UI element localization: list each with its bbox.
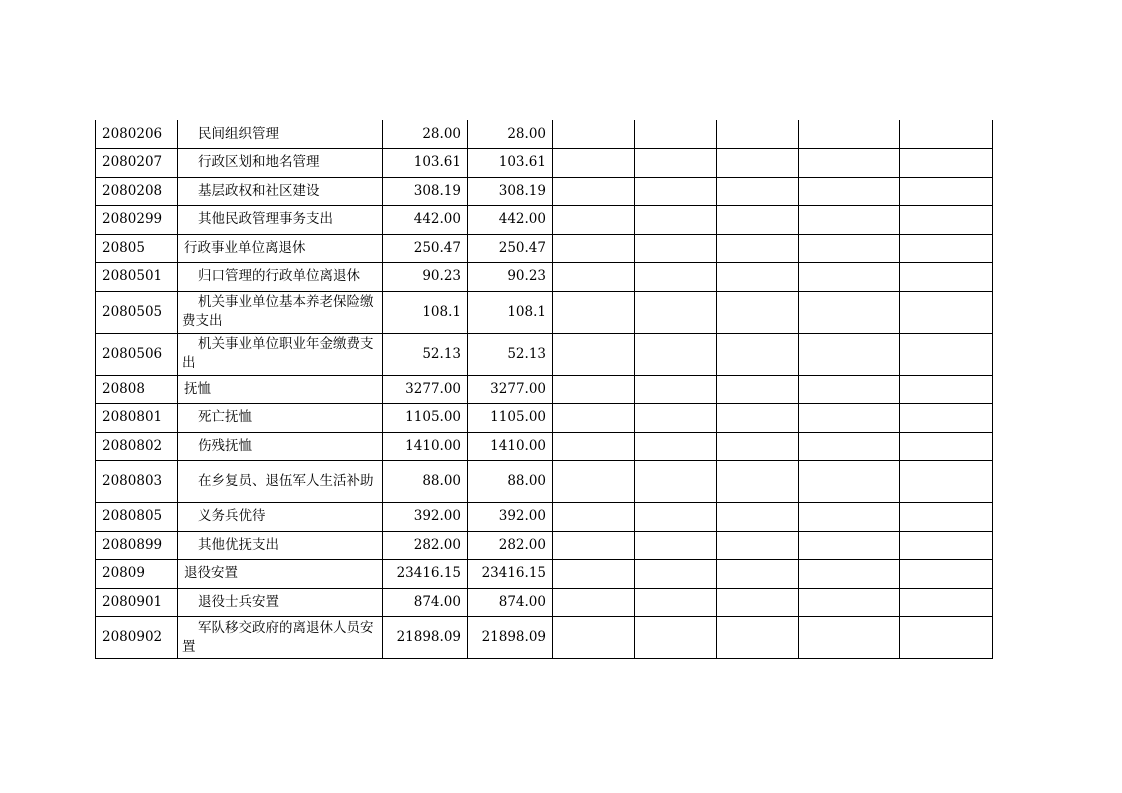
empty-cell xyxy=(900,617,993,659)
empty-cell xyxy=(717,333,799,375)
code-cell: 2080206 xyxy=(96,120,178,149)
table-row xyxy=(96,531,993,560)
name-text: 军队移交政府的离退休人员安置 xyxy=(182,619,374,655)
name-text: 在乡复员、退伍军人生活补助 xyxy=(198,473,374,489)
total-cell: 21898.09 xyxy=(383,617,468,659)
empty-cell xyxy=(900,333,993,375)
amount-cell: 23416.15 xyxy=(468,560,553,589)
empty-cell xyxy=(900,531,993,560)
empty-cell xyxy=(900,234,993,263)
name-cell xyxy=(178,291,383,333)
name-cell: 抚恤 xyxy=(178,375,383,404)
empty-cell xyxy=(900,375,993,404)
table-row xyxy=(96,333,993,375)
empty-cell xyxy=(717,588,799,617)
empty-cell xyxy=(799,206,900,235)
table-row xyxy=(96,560,993,589)
empty-cell xyxy=(635,375,717,404)
amount-cell: 21898.09 xyxy=(468,617,553,659)
total-cell: 3277.00 xyxy=(383,375,468,404)
name-cell: 行政事业单位离退休 xyxy=(178,234,383,263)
amount-cell: 3277.00 xyxy=(468,375,553,404)
name-text: 机关事业单位基本养老保险缴费支出 xyxy=(182,294,374,329)
empty-cell xyxy=(717,560,799,589)
empty-cell xyxy=(717,617,799,659)
empty-cell xyxy=(799,234,900,263)
empty-cell xyxy=(900,432,993,461)
empty-cell xyxy=(553,375,635,404)
empty-cell xyxy=(635,617,717,659)
empty-cell xyxy=(635,560,717,589)
name-text: 机关事业单位职业年金缴费支出 xyxy=(182,336,374,371)
amount-cell: 1105.00 xyxy=(468,404,553,433)
empty-cell xyxy=(717,149,799,178)
code-cell: 2080501 xyxy=(96,263,178,292)
table-row xyxy=(96,177,993,206)
empty-cell xyxy=(553,149,635,178)
total-cell: 23416.15 xyxy=(383,560,468,589)
empty-cell xyxy=(553,206,635,235)
empty-cell xyxy=(900,120,993,149)
empty-cell xyxy=(635,404,717,433)
empty-cell xyxy=(717,234,799,263)
empty-cell xyxy=(553,588,635,617)
table-row xyxy=(96,617,993,659)
amount-cell: 250.47 xyxy=(468,234,553,263)
table-row xyxy=(96,206,993,235)
empty-cell xyxy=(635,234,717,263)
budget-table xyxy=(95,120,993,659)
empty-cell xyxy=(553,432,635,461)
empty-cell xyxy=(799,560,900,589)
empty-cell xyxy=(635,588,717,617)
total-cell: 108.1 xyxy=(383,291,468,333)
name-cell: 行政区划和地名管理 xyxy=(178,149,383,178)
empty-cell xyxy=(799,149,900,178)
empty-cell xyxy=(900,560,993,589)
empty-cell xyxy=(553,333,635,375)
empty-cell xyxy=(717,177,799,206)
name-cell: 伤残抚恤 xyxy=(178,432,383,461)
empty-cell xyxy=(799,263,900,292)
empty-cell xyxy=(900,291,993,333)
empty-cell xyxy=(717,291,799,333)
table-row xyxy=(96,263,993,292)
empty-cell xyxy=(799,404,900,433)
empty-cell xyxy=(635,432,717,461)
amount-cell: 1410.00 xyxy=(468,432,553,461)
empty-cell xyxy=(799,333,900,375)
amount-cell: 308.19 xyxy=(468,177,553,206)
total-cell: 52.13 xyxy=(383,333,468,375)
empty-cell xyxy=(553,560,635,589)
empty-cell xyxy=(635,120,717,149)
code-cell: 2080802 xyxy=(96,432,178,461)
empty-cell xyxy=(900,177,993,206)
code-cell: 20808 xyxy=(96,375,178,404)
total-cell: 28.00 xyxy=(383,120,468,149)
table-row xyxy=(96,291,993,333)
total-cell: 282.00 xyxy=(383,531,468,560)
table-body xyxy=(96,120,993,659)
empty-cell xyxy=(717,375,799,404)
amount-cell: 874.00 xyxy=(468,588,553,617)
empty-cell xyxy=(900,263,993,292)
table-row xyxy=(96,588,993,617)
amount-cell: 103.61 xyxy=(468,149,553,178)
empty-cell xyxy=(553,291,635,333)
empty-cell xyxy=(553,531,635,560)
empty-cell xyxy=(635,206,717,235)
name-cell: 义务兵优待 xyxy=(178,503,383,532)
empty-cell xyxy=(900,149,993,178)
empty-cell xyxy=(717,263,799,292)
table-row xyxy=(96,234,993,263)
total-cell: 308.19 xyxy=(383,177,468,206)
total-cell: 442.00 xyxy=(383,206,468,235)
code-cell: 20809 xyxy=(96,560,178,589)
code-cell: 2080899 xyxy=(96,531,178,560)
amount-cell: 88.00 xyxy=(468,461,553,503)
table-row xyxy=(96,503,993,532)
amount-cell: 108.1 xyxy=(468,291,553,333)
empty-cell xyxy=(900,588,993,617)
empty-cell xyxy=(717,461,799,503)
empty-cell xyxy=(717,404,799,433)
code-cell: 2080505 xyxy=(96,291,178,333)
code-cell: 2080801 xyxy=(96,404,178,433)
total-cell: 90.23 xyxy=(383,263,468,292)
empty-cell xyxy=(900,404,993,433)
empty-cell xyxy=(799,588,900,617)
total-cell: 874.00 xyxy=(383,588,468,617)
code-cell: 2080901 xyxy=(96,588,178,617)
empty-cell xyxy=(553,177,635,206)
amount-cell: 282.00 xyxy=(468,531,553,560)
empty-cell xyxy=(717,531,799,560)
table-row xyxy=(96,120,993,149)
empty-cell xyxy=(553,617,635,659)
empty-cell xyxy=(635,263,717,292)
empty-cell xyxy=(799,503,900,532)
empty-cell xyxy=(553,234,635,263)
empty-cell xyxy=(553,263,635,292)
empty-cell xyxy=(799,432,900,461)
empty-cell xyxy=(553,503,635,532)
amount-cell: 90.23 xyxy=(468,263,553,292)
empty-cell xyxy=(717,432,799,461)
empty-cell xyxy=(799,617,900,659)
table-row xyxy=(96,404,993,433)
name-cell: 其他优抚支出 xyxy=(178,531,383,560)
code-cell: 2080902 xyxy=(96,617,178,659)
code-cell: 2080299 xyxy=(96,206,178,235)
name-cell: 基层政权和社区建设 xyxy=(178,177,383,206)
code-cell: 2080208 xyxy=(96,177,178,206)
name-cell xyxy=(178,617,383,659)
total-cell: 250.47 xyxy=(383,234,468,263)
table-row xyxy=(96,432,993,461)
code-cell: 2080207 xyxy=(96,149,178,178)
name-cell xyxy=(178,461,383,503)
empty-cell xyxy=(553,120,635,149)
name-cell: 其他民政管理事务支出 xyxy=(178,206,383,235)
empty-cell xyxy=(635,531,717,560)
total-cell: 1410.00 xyxy=(383,432,468,461)
total-cell: 88.00 xyxy=(383,461,468,503)
empty-cell xyxy=(635,149,717,178)
table-row xyxy=(96,461,993,503)
empty-cell xyxy=(799,461,900,503)
code-cell: 2080805 xyxy=(96,503,178,532)
name-cell: 退役士兵安置 xyxy=(178,588,383,617)
empty-cell xyxy=(900,503,993,532)
name-cell xyxy=(178,333,383,375)
empty-cell xyxy=(635,333,717,375)
amount-cell: 442.00 xyxy=(468,206,553,235)
total-cell: 1105.00 xyxy=(383,404,468,433)
empty-cell xyxy=(717,206,799,235)
empty-cell xyxy=(799,120,900,149)
empty-cell xyxy=(799,291,900,333)
empty-cell xyxy=(900,206,993,235)
table-row xyxy=(96,375,993,404)
code-cell: 2080506 xyxy=(96,333,178,375)
amount-cell: 52.13 xyxy=(468,333,553,375)
empty-cell xyxy=(717,120,799,149)
empty-cell xyxy=(717,503,799,532)
name-cell: 退役安置 xyxy=(178,560,383,589)
empty-cell xyxy=(799,531,900,560)
empty-cell xyxy=(799,375,900,404)
empty-cell xyxy=(900,461,993,503)
name-cell: 死亡抚恤 xyxy=(178,404,383,433)
empty-cell xyxy=(635,461,717,503)
empty-cell xyxy=(635,291,717,333)
table-row xyxy=(96,149,993,178)
name-cell: 归口管理的行政单位离退休 xyxy=(178,263,383,292)
total-cell: 392.00 xyxy=(383,503,468,532)
empty-cell xyxy=(635,503,717,532)
code-cell: 20805 xyxy=(96,234,178,263)
empty-cell xyxy=(553,461,635,503)
empty-cell xyxy=(553,404,635,433)
code-cell: 2080803 xyxy=(96,461,178,503)
empty-cell xyxy=(635,177,717,206)
name-cell: 民间组织管理 xyxy=(178,120,383,149)
amount-cell: 28.00 xyxy=(468,120,553,149)
amount-cell: 392.00 xyxy=(468,503,553,532)
total-cell: 103.61 xyxy=(383,149,468,178)
empty-cell xyxy=(799,177,900,206)
